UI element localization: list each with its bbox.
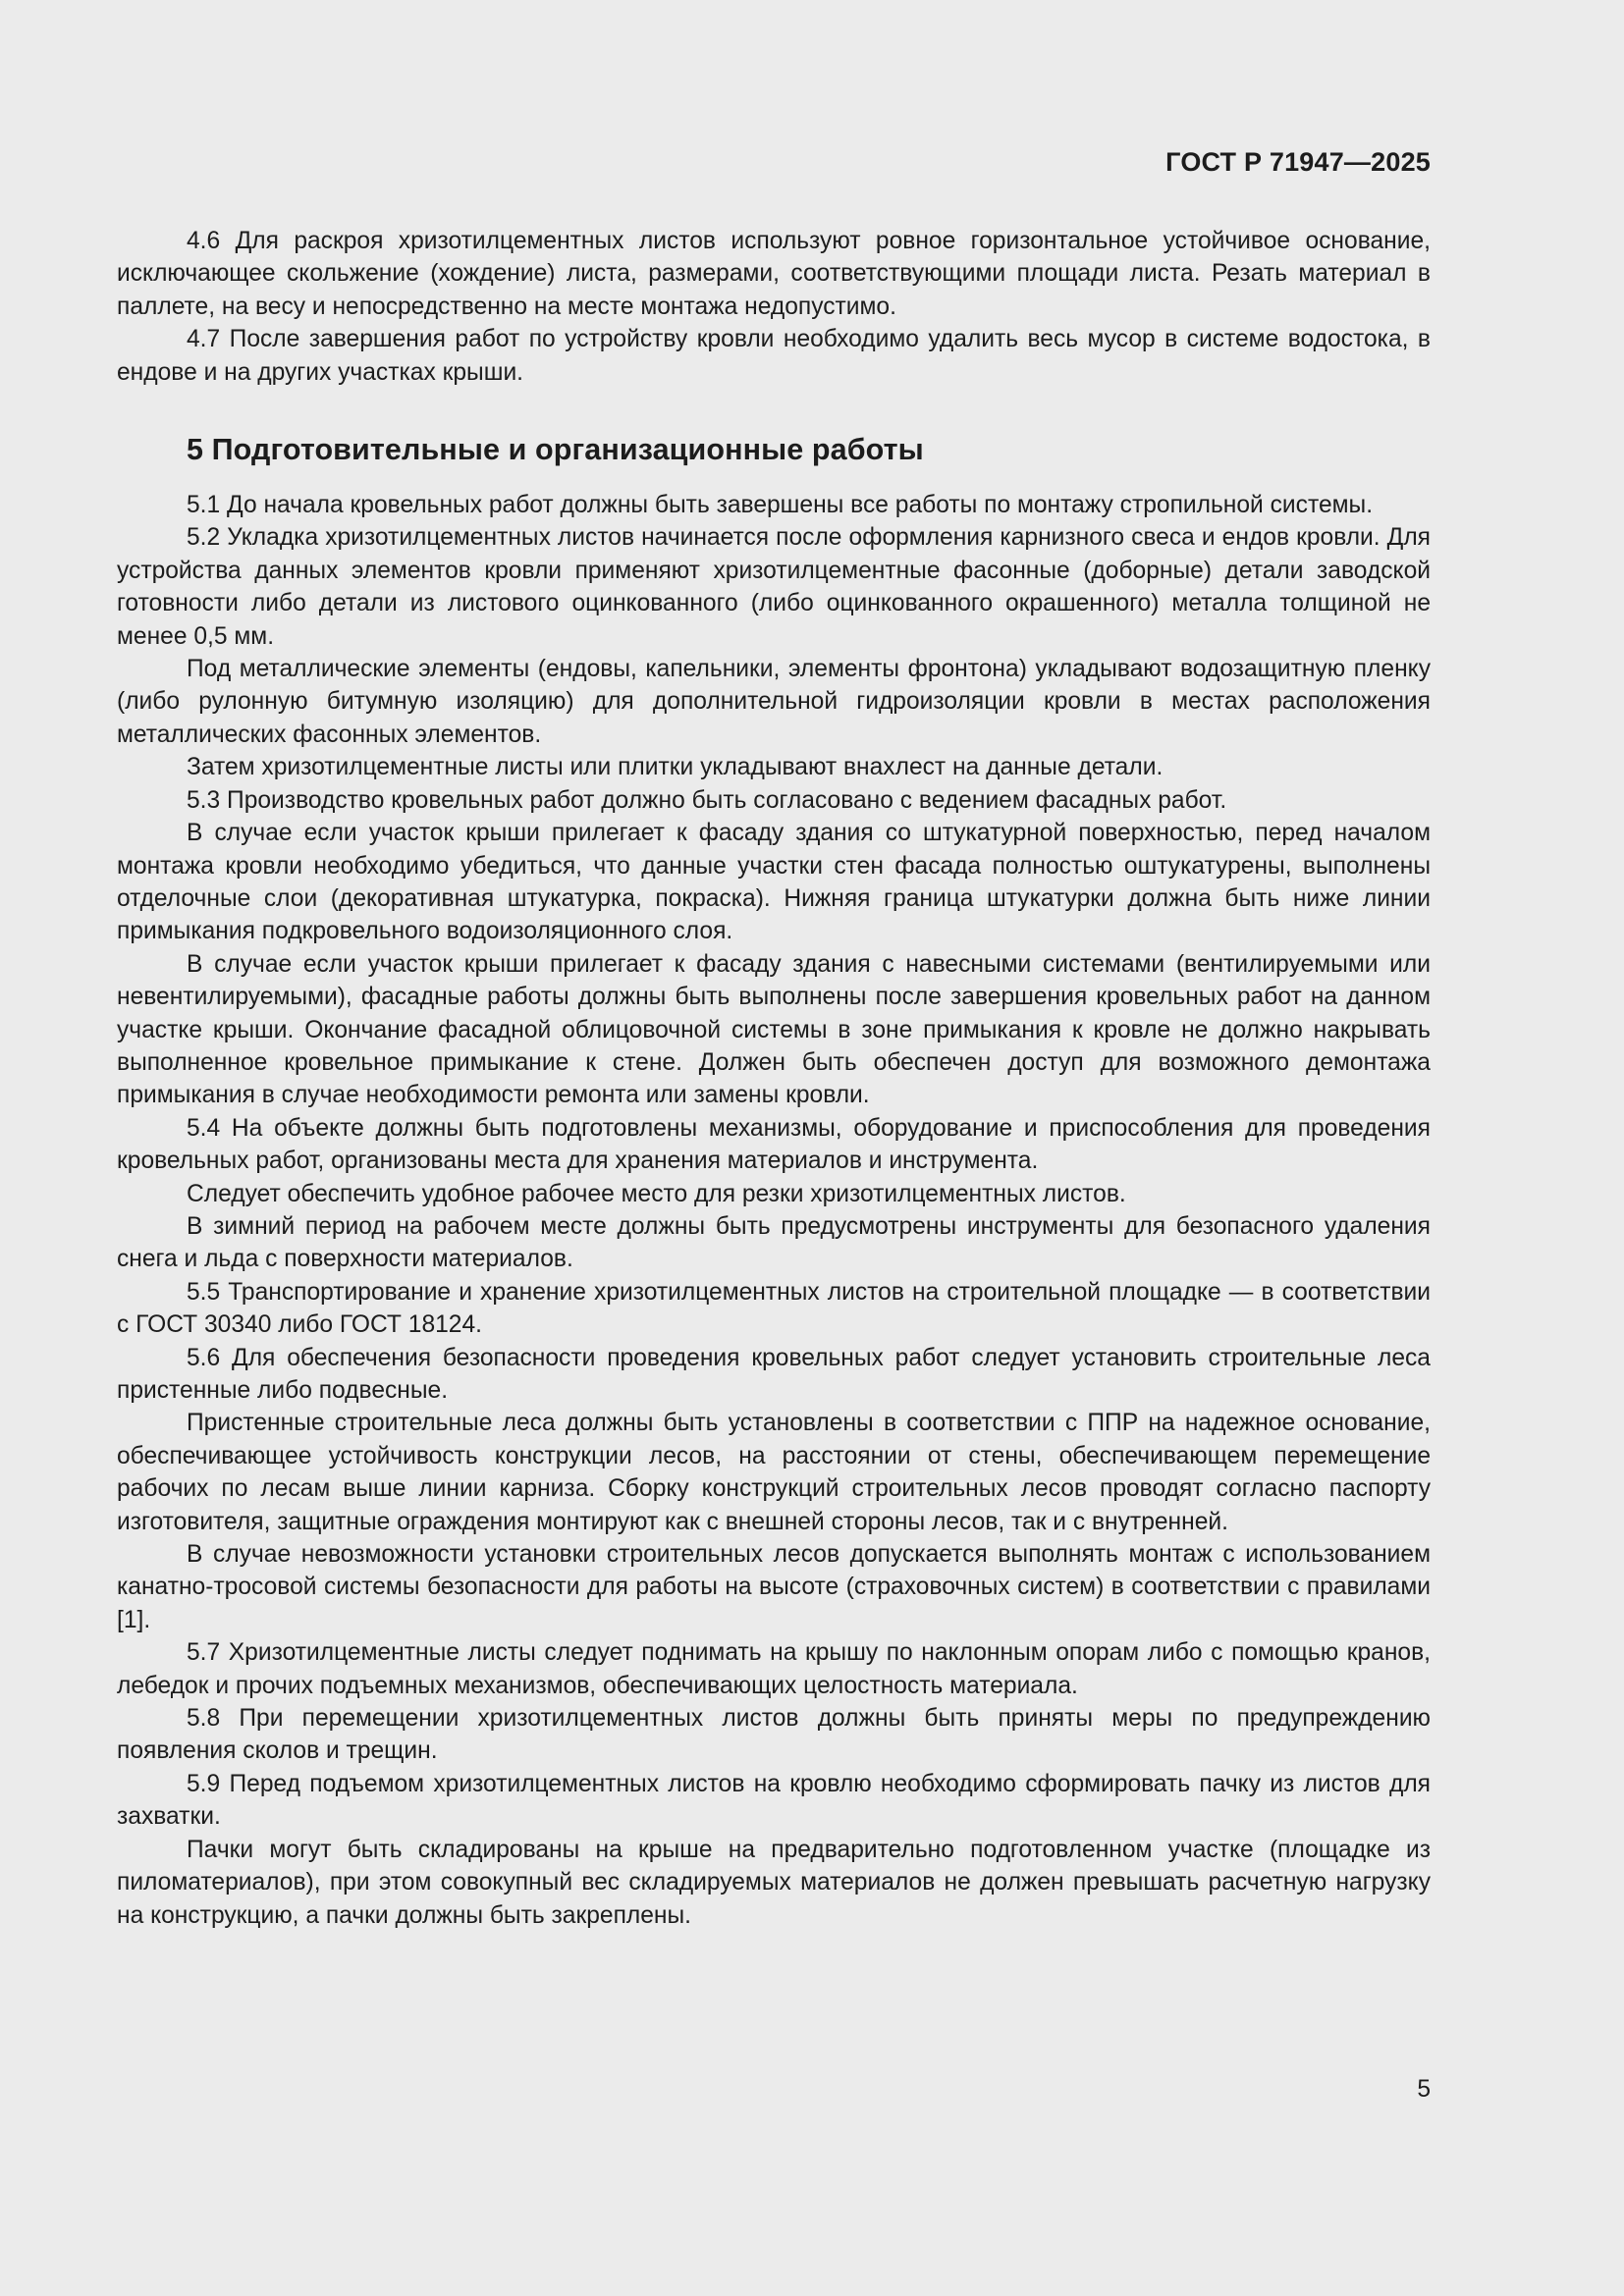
- paragraph-5-4-cutting-place: Следует обеспечить удобное рабочее место для резки хризотилцементных листов.: [187, 1180, 1126, 1207]
- paragraph-5-8: 5.8 При перемещении хризотилцементных листов должны быть приняты меры по предупреждению появления сколов и трещин.: [117, 1705, 1431, 1765]
- paragraph-5-7: 5.7 Хризотилцементные листы следует поднимать на крышу по наклонным опорам либо с помощью кранов, лебедок и прочих подъемных механизмов, обеспечивающих целостность материала.: [117, 1639, 1431, 1699]
- paragraph-5-2: 5.2 Укладка хризотилцементных листов начинается после оформления карнизного свеса и ендов кровли. Для устройства данных элементов кровли применяют хризотилцементные фасонные (доборные) детали заводской готовности либо детали из листового оцинкованного (либо оцинкованного окрашенного) металла толщиной не менее 0,5 мм.: [117, 524, 1431, 650]
- spacer: [117, 389, 1431, 430]
- paragraph-5-2-overlap: Затем хризотилцементные листы или плитки укладывают внахлест на данные детали.: [187, 754, 1164, 781]
- section-5-title: 5 Подготовительные и организационные работы: [187, 433, 924, 467]
- paragraph-5-6-wall-scaffolding: Пристенные строительные леса должны быть установлены в соответствии с ППР на надежное основание, обеспечивающее устойчивость конструкции лесов, на расстоянии от стены, обеспечивающем перемещение рабочих по лесам выше линии карниза. Сборку конструкций строительных лесов проводят согласно паспорту изготовителя, защитные ограждения монтируют как с внешней стороны лесов, так и с внутренней.: [117, 1410, 1431, 1535]
- paragraph-5-9: 5.9 Перед подъемом хризотилцементных листов на кровлю необходимо сформировать пачку из листов для захватки.: [117, 1770, 1431, 1831]
- paragraph-5-2-metal-elements: Под металлические элементы (ендовы, капельники, элементы фронтона) укладывают водозащитную пленку (либо рулонную битумную изоляцию) для дополнительной гидроизоляции кровли в местах расположения металлических фасонных элементов.: [117, 656, 1431, 748]
- page-number: 5: [1417, 2076, 1431, 2103]
- paragraph-4-6: 4.6 Для раскроя хризотилцементных листов используют ровное горизонтальное устойчивое основание, исключающее скольжение (хождение) листа, размерами, соответствующими площади листа. Резать материал в паллете, на весу и непосредственно на месте монтажа недопустимо.: [117, 228, 1431, 320]
- paragraph-5-4-winter: В зимний период на рабочем месте должны быть предусмотрены инструменты для безопасного удаления снега и льда с поверхности материалов.: [117, 1212, 1431, 1273]
- paragraph-5-6-rope-system: В случае невозможности установки строительных лесов допускается выполнять монтаж с использованием канатно-тросовой системы безопасности для работы на высоте (страховочных систем) в соответствии с правилами [1].: [117, 1541, 1431, 1633]
- paragraph-5-4: 5.4 На объекте должны быть подготовлены механизмы, оборудование и приспособления для проведения кровельных работ, организованы места для хранения материалов и инструмента.: [117, 1114, 1431, 1175]
- paragraph-5-5: 5.5 Транспортирование и хранение хризотилцементных листов на строительной площадке — в соответствии с ГОСТ 30340 либо ГОСТ 18124.: [117, 1278, 1431, 1339]
- paragraph-5-9-packs: Пачки могут быть складированы на крыше на предварительно подготовленном участке (площадке из пиломатериалов), при этом совокупный вес складируемых материалов не должен превышать расчетную нагрузку на конструкцию, а пачки должны быть закреплены.: [117, 1836, 1431, 1929]
- paragraph-5-6: 5.6 Для обеспечения безопасности проведения кровельных работ следует установить строительные леса пристенные либо подвесные.: [117, 1344, 1431, 1404]
- paragraph-5-3-plaster-facade: В случае если участок крыши прилегает к фасаду здания со штукатурной поверхностью, перед началом монтажа кровли необходимо убедиться, что данные участки стен фасада полностью оштукатурены, выполнены отделочные слои (декоративная штукатурка, покраска). Нижняя граница штукатурки должна быть ниже линии примыкания подкровельного водоизоляционного слоя.: [117, 820, 1431, 945]
- standard-code-header: ГОСТ Р 71947—2025: [1165, 147, 1431, 177]
- page-body: [117, 225, 1431, 1932]
- paragraph-5-3: 5.3 Производство кровельных работ должно быть согласовано с ведением фасадных работ.: [187, 786, 1227, 814]
- paragraph-5-1: 5.1 До начала кровельных работ должны быть завершены все работы по монтажу стропильной системы.: [187, 492, 1374, 519]
- paragraph-5-3-hinged-facade: В случае если участок крыши прилегает к фасаду здания с навесными системами (вентилируемыми или невентилируемыми), фасадные работы должны быть выполнены после завершения кровельных работ на данном участке крыши. Окончание фасадной облицовочной системы в зоне примыкания к кровле не должно накрывать выполненное кровельное примыкание к стене. Должен быть обеспечен доступ для возможного демонтажа примыкания в случае необходимости ремонта или замены кровли.: [117, 950, 1431, 1109]
- paragraph-4-7: 4.7 После завершения работ по устройству кровли необходимо удалить весь мусор в системе водостока, в ендове и на других участках крыши.: [117, 326, 1431, 386]
- spacer: [117, 469, 1431, 489]
